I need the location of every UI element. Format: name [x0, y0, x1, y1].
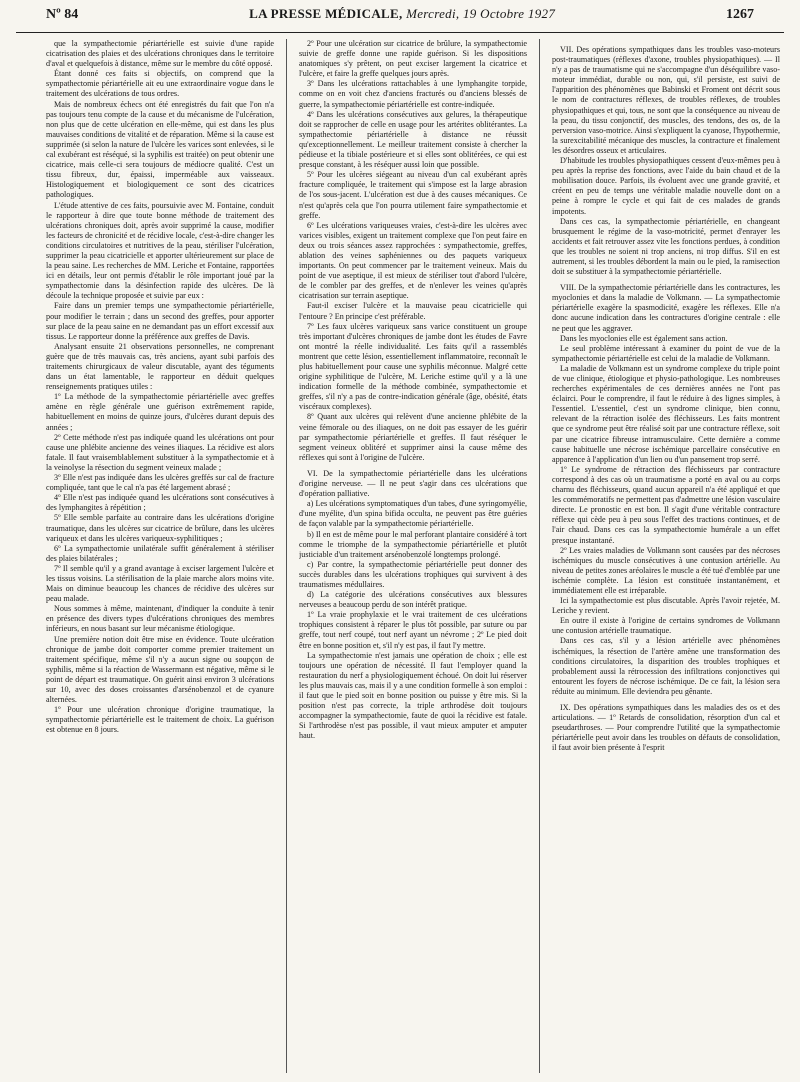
paragraph: 6º Les ulcérations variqueuses vraies, c'est-à-dire les ulcères avec varices visibles, exigent un traitement complexe que l'on peut faire en deux ou trois séances assez rapprochées : sympathectomie, greffes, ablation des veines saphéniennes ou des paquets variqueux importants. On peut commencer par le traitement veineux. Mais du point de vue aseptique, il est mieux de stériliser tout d'abord l'ulcère, de le combler par des greffes, et de n'enlever les veines qu'après cicatrisation sur terrain aseptique.: [299, 220, 527, 301]
paragraph: d) La catégorie des ulcérations consécutives aux blessures nerveuses a beaucoup perdu de son intérêt pratique.: [299, 590, 527, 610]
paragraph: 3º Dans les ulcérations rattachables à une lymphangite torpide, comme on en voit chez d'anciens fracturés ou d'anciens blessés de guerre, la sympathectomie périartérielle est contre-indiquée.: [299, 79, 527, 109]
paragraph: 1º Le syndrome de rétraction des fléchisseurs par contracture correspond à des cas où un traumatisme a porté en aval ou au corps charnu des fléchisseurs, quand aucun appareil n'a été appliqué et que les commémoratifs ne permettent pas d'admettre une lésion vasculaire directe. Le pronostic en est bon. Il s'agit d'une véritable contracture réflexe qui cède peu à peu sous l'effet des tractions continues, et de l'air chaud. Dans ces cas la sympathectomie humérale a un effet presque instantané.: [552, 464, 780, 545]
column-separator: [539, 39, 540, 1073]
issue-date: Mercredi, 19 Octobre 1927: [406, 6, 556, 21]
paragraph: IX. Des opérations sympathiques dans les maladies des os et des articulations. — 1º Retards de consolidation, résorption d'un cal et pseudarthroses. — Pour comprendre l'utilité que la sympathectomie périartérielle peut avoir dans les troubles on défauts de consolidation, il faut avoir bien présente à l'esprit: [552, 703, 780, 753]
paragraph: b) Il en est de même pour le mal perforant plantaire considéré à tort comme le triomphe de la sympathectomie périartérielle et plutôt justiciable d'un traitement arsénobenzolé longtemps prolongé.: [299, 529, 527, 559]
paragraph: VI. De la sympathectomie périartérielle dans les ulcérations d'origine nerveuse. — Il ne peut s'agir dans ces ulcérations que d'opération palliative.: [299, 468, 527, 499]
column-separator: [286, 39, 287, 1073]
masthead: [249, 6, 555, 22]
paragraph: 2º Les vraies maladies de Volkmann sont causées par des nécroses ischémiques du muscle consécutives à une contusion artérielle. Au niveau de petites zones aréolaires le muscle a été tué d'emblée par une ischémie complète. La lésion est constituée instantanément, et immédiatement elle est irréparable.: [552, 545, 780, 595]
column-2: [299, 39, 527, 1073]
paragraph: 2º Cette méthode n'est pas indiquée quand les ulcérations ont pour cause une phlébite ancienne des veines iliaques. La récidive est alors fatale. Il faut vraisemblablement substituer à la sympathectomie et à la veinolyse la résection du segment veineux malade ;: [46, 432, 274, 472]
paragraph: 6º La sympathectomie unilatérale suffit généralement à stériliser des plaies bilatérales ;: [46, 543, 274, 563]
paragraph: VII. Des opérations sympathiques dans les troubles vaso-moteurs post-traumatiques (réflexes d'axone, troubles physiopathiques). — Il n'y a pas de traumatisme qui ne s'accompagne d'un déséquilibre vaso-moteur immédiat, durable ou non, qui, s'il persiste, est suivi de l'apparition des phénomènes que Babinski et Froment ont décrit sous le nom de contractures réflexes, de troubles réflexes, de troubles physiopathiques et qui, tous, ne sont que la conséquence au niveau de la peau, du tissu conjonctif, des muscles, des tendons, des os, de la perversion vaso-motrice. Ainsi s'expliquent la cyanose, l'hypothermie, la surexcitabilité mécanique des muscles, la contracture et finalement les désordres osseux et articulaires.: [552, 45, 780, 155]
paragraph: 1º Pour une ulcération chronique d'origine traumatique, la sympathectomie périartérielle est le traitement de choix. La guérison est obtenue en 8 jours.: [46, 705, 274, 735]
paragraph: 7º Les faux ulcères variqueux sans varice constituent un groupe très important d'ulcères chroniques de jambe dont les études de Favre ont montré la réelle individualité. Les faits qu'il a rassemblés montrent que cette lésion, essentiellement inflammatoire, reconnaît le plus habituellement pour cause une syphilis méconnue. Malgré cette origine syphilitique de l'ulcère, M. Leriche estime qu'il y a là une indication formelle de la méthode combinée, sympathectomie et greffes, s'il n'y a pas de contre-indication générale (âge, obésité, états viscéraux complexes).: [299, 321, 527, 412]
paragraph: Étant donné ces faits si objectifs, on comprend que la sympathectomie périartérielle ait eu une extraordinaire vogue dans le traitement des ulcérations de tous ordres.: [46, 69, 274, 99]
paragraph: VIII. De la sympathectomie périartérielle dans les contractures, les myoclonies et dans la maladie de Volkmann. — La sympathectomie périartérielle exagère la spasmodicité, exagère les réflexes. Elle n'a donc aucune indication dans les contractures d'origine centrale : elle ne peut que les aggraver.: [552, 283, 780, 333]
paragraph: Dans ces cas, la sympathectomie périartérielle, en changeant brusquement le régime de la vaso-motricité, permet d'enrayer les accidents et fait retrouver assez vite les fonctions perdues, à condition que les troubles ne soient ni trop anciens, ni trop diffus. S'il en est autrement, si les troubles débordent la main ou le pied, la ramisection doit se substituer à la sympathectomie périartérielle.: [552, 216, 780, 277]
paragraph: Dans ces cas, s'il y a lésion artérielle avec phénomènes ischémiques, la résection de l'artère amène une transformation des conditions circulatoires, la disparition des troubles trophiques et probablement aussi la rétrocession des infiltrations conjonctives qui entourent les foyers de nécrose ischémique. De ce fait, la lésion sera réduite au minimum. Elle deviendra peu gênante.: [552, 636, 780, 696]
paragraph: Dans les myoclonies elle est également sans action.: [560, 333, 728, 343]
paragraph: 5º Pour les ulcères siégeant au niveau d'un cal exubérant après fracture compliquée, le traitement qui s'impose est la large abrasion de l'os sous-jacent. L'ulcération est due à des causes mécaniques. Ce n'est qu'après cela que l'on pourra utilement faire sympathectomie et greffe.: [299, 170, 527, 220]
paragraph: 7º Il semble qu'il y a grand avantage à exciser largement l'ulcère et les tissus voisins. La stérilisation de la plaie marche alors moins vite. Mais on diminue beaucoup les chances de récidive des ulcères sur peau malade.: [46, 563, 274, 604]
paragraph: 3º Elle n'est pas indiquée dans les ulcères greffés sur cal de fracture compliquée, tant que le cal n'a pas été largement abrasé ;: [46, 473, 274, 493]
paragraph: 2º Pour une ulcération sur cicatrice de brûlure, la sympathectomie suivie de greffe donne une rapide guérison. Si les dispositions anatomiques s'y prêtent, on peut exciser largement la cicatrice et l'ulcère, et faire la greffe quelques jours après.: [299, 39, 527, 79]
paragraph: En outre il existe à l'origine de certains syndromes de Volkmann une contusion artérielle traumatique.: [552, 616, 780, 636]
paragraph: Faut-il exciser l'ulcère et la mauvaise peau cicatricielle qui l'entoure ? En principe c'est préférable.: [299, 301, 527, 321]
article-columns: [16, 33, 784, 1073]
paragraph: La sympathectomie n'est jamais une opération de choix ; elle est toujours une opération de nécessité. Il faut l'employer quand la restauration du nerf a physiologiquement échoué. On doit lui réserver les plus mauvais cas, mais il y a une condition formelle à son emploi : il faut que le pied soit en bonne position ou puisse y être mis. Si la position n'est pas correcte, la triple arthrodèse doit toujours accompagner la sympathectomie, faute de quoi la récidive est fatale. Si l'arthrodèse n'est pas possible, il vaut mieux amputer et amputer haut.: [299, 650, 527, 741]
paragraph: Ici la sympathectomie est plus discutable. Après l'avoir rejetée, M. Leriche y revient.: [552, 596, 780, 616]
paragraph: Faire dans un premier temps une sympathectomie périartérielle, pour modifier le terrain ; dans un second des greffes, pour apporter sur place de la peau saine en ne demandant pas un effort excessif aux tissus. Le rapporteur donne la préférence aux greffes de Davis.: [46, 301, 274, 341]
paragraph: 4º Elle n'est pas indiquée quand les ulcérations sont consécutives à des lymphangites à répétition ;: [46, 493, 274, 513]
page-header: [16, 6, 784, 33]
paragraph: 1º La méthode de la sympathectomie périartérielle avec greffes amène en règle générale une guérison extrêmement rapide, habituellement en moins de quinze jours, d'ulcères durant depuis des années ;: [46, 392, 274, 432]
paragraph: 1º La vraie prophylaxie et le vrai traitement de ces ulcérations trophiques consistent à réparer le plus tôt possible, par suture ou par greffe, tout nerf coupé, tout nerf ayant un névrome ; 2º Le pied doit être en bonne position et, s'il n'y est pas, il faut l'y mettre.: [299, 610, 527, 650]
journal-title: LA PRESSE MÉDICALE,: [249, 6, 403, 21]
paragraph: La maladie de Volkmann est un syndrome complexe du triple point de vue clinique, étiologique et physio-pathologique. Les nombreuses recherches expérimentales de ces dernières années ne l'ont pas éclairci. Pour le comprendre, il faut le réduire à des lignes simples, à l'essentiel. L'essentiel, c'est un syndrome clinique, bien connu, relevant de la rétraction isolée des fléchisseurs. Les faits montrent que ce syndrome peut être réalisé soit par une contracture réflexe, soit par une cicatrice fibreuse intramusculaire. Cette dernière a comme cause habituelle une nécrose ischémique parcellaire consécutive en apparence à l'application d'un lien ou d'un pansement trop serré.: [552, 363, 780, 464]
paragraph: 5º Elle semble parfaite au contraire dans les ulcérations d'origine traumatique, dans les ulcères sur cicatrice de brûlure, dans les ulcères variqueux et dans les ulcères variqueux-syphilitiques ;: [46, 513, 274, 543]
paragraph: L'étude attentive de ces faits, poursuivie avec M. Fontaine, conduit le rapporteur à dire que toute bonne méthode de traitement des ulcérations chroniques doit, après avoir supprimé la cause, modifier les facteurs de chronicité et de récidive locale, c'est-à-dire changer les conditions circulatoires et nutritives de la peau, stériliser l'ulcération, supprimer la peau cicatricielle et apporter ultérieurement sur place de la peau saine. Les recherches de MM. Leriche et Fontaine, rapportées ici en détails, leur ont permis d'établir le rôle important joué par la sympathectomie dans la désinfection rapide des ulcères. De là découle la technique proposée et suivie par eux :: [46, 200, 274, 301]
paragraph: 4º Dans les ulcérations consécutives aux gelures, la thérapeutique doit se rapprocher de celle en usage pour les artérites oblitérantes. La sympathectomie périartérielle à distance ne réussit qu'exceptionnellement. Le meilleur traitement consiste à chercher la pédieuse et la tibiale postérieure et si elles sont oblitérées, ce qui est presque constant, à les réséquer aussi loin que possible.: [299, 109, 527, 170]
paragraph: Mais de nombreux échecs ont été enregistrés du fait que l'on n'a pas toujours tenu compte de la cause et du mécanisme de l'ulcération, non plus que de cette ulcération en elle-même, qui est dans les plus mauvaises conditions de vitalité et de réparation. Même si la cause est supprimée (si selon la nature de l'ulcère les varices sont enlevées, si le cal exubérant est réséqué, si la syphilis est traitée) on peut obtenir une cicatrice, mais celle-ci sera toujours de médiocre qualité. C'est un tissu fibreux, dur, épaissi, imperméable aux vaisseaux. Histologiquement et biologiquement ce sont des cicatrices pathologiques.: [46, 99, 274, 200]
column-3: [552, 39, 780, 1073]
paragraph: 8º Quant aux ulcères qui relèvent d'une ancienne phlébite de la veine fémorale ou des iliaques, on ne doit pas essayer de les guérir par sympathectomie périartérielle et greffes. Il faut réséquer le segment veineux oblitéré et supprimer ainsi la cause même des réflexes qui sont à l'origine de l'ulcère.: [299, 412, 527, 462]
paragraph: c) Par contre, la sympathectomie périartérielle peut donner des succès durables dans les ulcérations trophiques qui survivent à des traumatismes médullaires.: [299, 559, 527, 589]
column-1: [46, 39, 274, 1073]
paragraph: Une première notion doit être mise en évidence. Toute ulcération chronique de jambe doit comporter comme premier traitement un traitement spécifique, même s'il n'y a aucun signe ou soupçon de syphilis, même si la réaction de Wassermann est négative, même si le point de départ est traumatique. On guérit ainsi environ 3 ulcérations sur 10, avec des doses croissantes d'arsénobenzol et de cyanure alternées.: [46, 634, 274, 705]
paragraph: que la sympathectomie périartérielle est suivie d'une rapide cicatrisation des plaies et des ulcérations chroniques dans le territoire d'aval et quelquefois à distance, même sur le membre du côté opposé.: [46, 39, 274, 69]
page-number: 1267: [725, 7, 754, 22]
paragraph: D'habitude les troubles physiopathiques cessent d'eux-mêmes peu à peu après la reprise des fonctions, avec l'aide du bain chaud et de la mobilisation douce. Parfois, ils évoluent avec une grande gravité, et créent en peu de temps une véritable maladie nouvelle dont on a peine à rompre le cycle et qui fait de ces malades de grands impotents.: [552, 156, 780, 216]
issue-number: Nº 84: [46, 7, 79, 22]
paragraph: Le seul problème intéressant à examiner du point de vue de la sympathectomie périartérielle est celui de la maladie de Volkmann.: [552, 343, 780, 363]
paragraph: a) Les ulcérations symptomatiques d'un tabes, d'une syringomyélie, d'une myélite, d'un spina bifida occulta, ne peuvent pas être guéries de façon valable par la sympathectomie périartérielle.: [299, 499, 527, 529]
paragraph: Analysant ensuite 21 observations personnelles, ne comprenant guère que de très mauvais cas, très anciens, ayant subi parfois des traitements chirurgicaux de valeur discutable, ayant des téguments dans un état lamentable, le rapporteur en déduit quelques renseignements pratiques utiles :: [46, 341, 274, 392]
paragraph: Nous sommes à même, maintenant, d'indiquer la conduite à tenir en présence des divers types d'ulcérations chroniques des membres inférieurs, en nous basant sur leur mécanisme étiologique.: [46, 604, 274, 634]
